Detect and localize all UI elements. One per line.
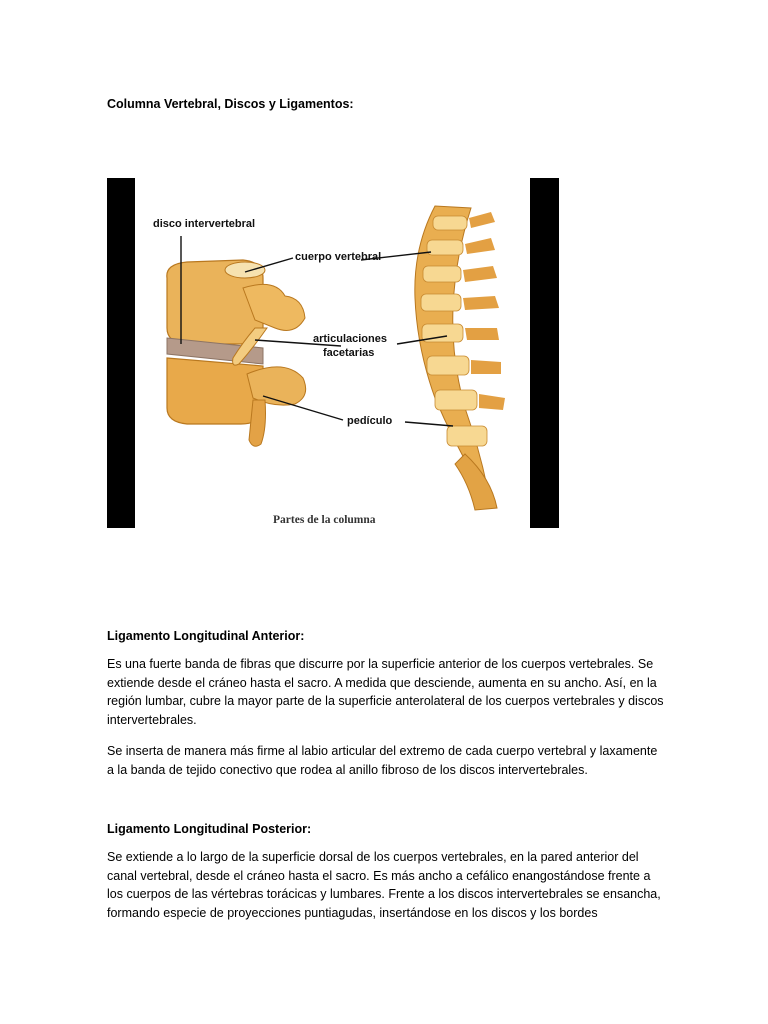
label-facetarias: facetarias <box>323 347 375 359</box>
label-disco-intervertebral: disco intervertebral <box>153 218 256 230</box>
section-title-columna: Columna Vertebral, Discos y Ligamentos: <box>107 97 354 111</box>
spine-illustration <box>135 178 530 528</box>
paragraph-anterior-1: Es una fuerte banda de fibras que discurre por la superficie anterior de los cuerpos vertebrales. Se extiende desde el cráneo hasta el sacro. A medida que desciende, aumenta en su ancho. Así, en la región lumbar, cubre la mayor parte de la superficie anterolateral de los cuerpos vertebrales y discos intervertebrales. <box>107 657 664 727</box>
label-pediculo: pedículo <box>347 415 393 427</box>
label-articulaciones: articulaciones <box>313 333 387 345</box>
section-title-posterior: Ligamento Longitudinal Posterior: <box>107 822 312 836</box>
figure-caption: Partes de la columna <box>273 514 376 526</box>
paragraph-anterior-2: Se inserta de manera más firme al labio articular del extremo de cada cuerpo vertebral y laxamente a la banda de tejido conectivo que rodea al anillo fibroso de los discos intervertebrales. <box>107 744 658 777</box>
label-cuerpo-vertebral: cuerpo vertebral <box>295 251 382 263</box>
spine-figure <box>107 178 559 528</box>
section-title-anterior: Ligamento Longitudinal Anterior: <box>107 629 305 643</box>
paragraph-posterior-1: Se extiende a lo largo de la superficie dorsal de los cuerpos vertebrales, en la pared anterior del canal vertebral, desde el cráneo hasta el sacro. Es más ancho a cefálico enangostándose frente a los cuerpos de las vértebras torácicas y lumbares. Frente a los discos intervertebrales se ensancha, formando especie de proyecciones puntiagudas, insertándose en los discos y los bordes <box>107 850 661 920</box>
